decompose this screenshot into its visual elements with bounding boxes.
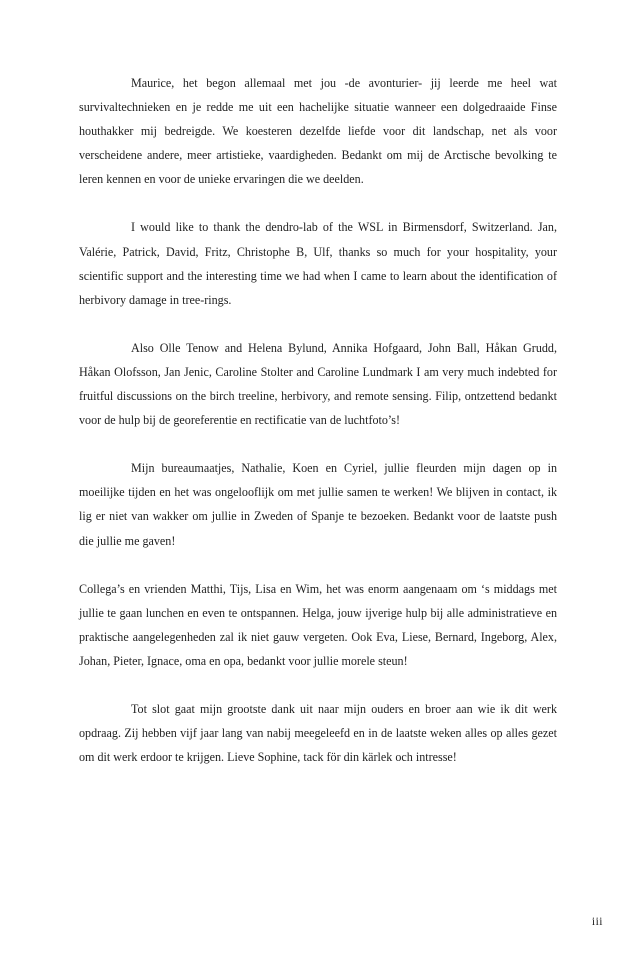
paragraph-wsl-dendro-lab: I would like to thank the dendro-lab of the WSL in Birmensdorf, Switzerland. Jan, Valérie, Patrick, David, Fritz, Christophe B, Ulf, thanks so much for your hospitality, your scientific support and the interesting time we had when I came to learn about the identification of herbivory damage in tree-rings.	[79, 220, 557, 307]
acknowledgements-text	[79, 71, 557, 793]
paragraph-discussions: Also Olle Tenow and Helena Bylund, Annika Hofgaard, John Ball, Håkan Grudd, Håkan Olofsson, Jan Jenic, Caroline Stolter and Caroline Lundmark I am very much indebted for fruitful discussions on the birch treeline, herbivory, and remote sensing. Filip, ontzettend bedankt voor de hulp bij de georeferentie en rectificatie van de luchtfoto’s!	[79, 340, 557, 428]
paragraph-family: Tot slot gaat mijn grootste dank uit naar mijn ouders en broer aan wie ik dit werk opdraag. Zij hebben vijf jaar lang van nabij meegeleefd en in de laatste weken alles op alles gezet om dit werk erdoor te krijgen. Lieve Sophine, tack för din kärlek och intresse!	[79, 701, 557, 765]
page-number: iii	[591, 916, 603, 928]
paragraph-office-mates: Mijn bureaumaatjes, Nathalie, Koen en Cyriel, jullie fleurden mijn dagen op in moeilijke tijden en het was ongelooflijk om met jullie samen te werken! We blijven in contact, ik lig er niet van wakker om jullie in Zweden of Spanje te bezoeken. Bedankt voor de laatste push die jullie me gaven!	[79, 461, 557, 548]
paragraph-maurice: Maurice, het begon allemaal met jou -de avonturier- jij leerde me heel wat survivaltechnieken en je redde me uit een hachelijke situatie wanneer een dolgedraaide Finse houthakker mij bedreigde. We koesteren dezelfde liefde voor dit landschap, net als voor verscheidene andere, meer artistieke, vaardigheden. Bedankt om mij de Arctische bevolking te leren kennen en voor de unieke ervaringen die we deelden.	[79, 76, 557, 187]
paragraph-colleagues: Collega’s en vrienden Matthi, Tijs, Lisa en Wim, het was enorm aangenaam om ‘s middags met jullie te gaan lunchen en even te ontspannen. Helga, jouw ijverige hulp bij alle administratieve en praktische aangelegenheden zal ik niet gauw vergeten. Ook Eva, Liese, Bernard, Ingeborg, Alex, Johan, Pieter, Ignace, oma en opa, bedankt voor jullie morele steun!	[79, 581, 557, 668]
